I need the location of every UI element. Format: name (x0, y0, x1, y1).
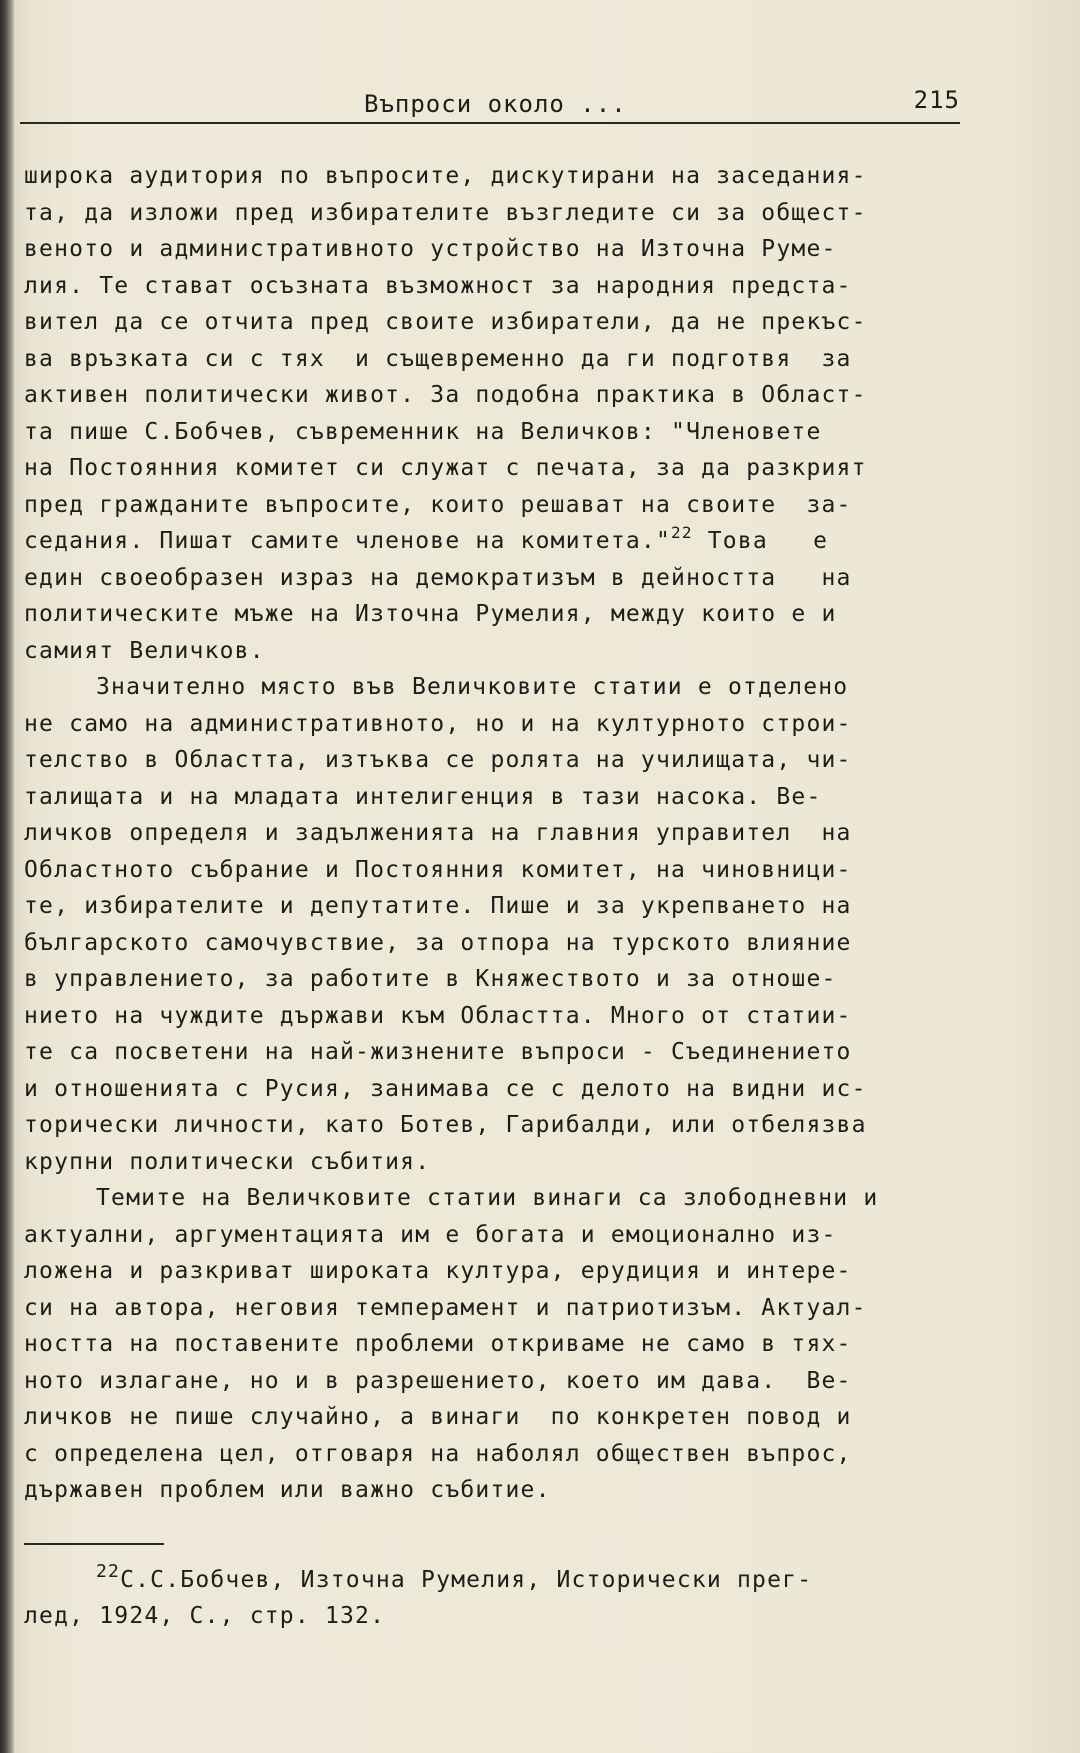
text-line: активен политически живот. За подобна практика в Област- (24, 382, 867, 408)
text-segment: седания. Пишат самите членове на комитета." (24, 528, 672, 554)
text-line: крупни политически събития. (24, 1148, 431, 1175)
text-line: с определена цел, отговаря на наболял обществен въпрос, (24, 1440, 852, 1467)
footnote (24, 1562, 984, 1634)
text-line: широка аудитория по въпросите, дискутирани на заседания- (24, 163, 867, 189)
text-line: талищата и на младата интелигенция в тази насока. Ве- (24, 783, 822, 810)
text-line: телство в Областта, изтъква се ролята на училищата, чи- (24, 747, 852, 773)
text-line: личков не пише случайно, а винаги по конкретен повод и (24, 1404, 852, 1430)
text-line: не само на административното, но и на културното строи- (24, 710, 852, 737)
text-line: те, избирателите и депутатите. Пише и за укрепването на (24, 893, 852, 919)
paragraph-first-line: Значително място във Величковите статии е отделено (96, 674, 849, 700)
text-line: актуални, аргументацията им е богата и емоционално из- (24, 1221, 837, 1248)
text-line: торически личности, като Ботев, Гарибалди, или отбелязва (24, 1112, 867, 1138)
text-line: българското самочувствие, за отпора на турското влияние (24, 929, 852, 956)
footnote-line (24, 1562, 984, 1598)
text-line: държавен проблем или важно събитие. (24, 1477, 551, 1503)
text-line-with-footnote-ref (24, 523, 984, 560)
text-line: лия. Те стават осъзната възможност за народния предста- (24, 272, 852, 299)
text-line: веното и административното устройство на Източна Руме- (24, 236, 837, 262)
text-line: ното излагане, но и в разрешението, което им дава. Ве- (24, 1367, 852, 1394)
text-segment: Това е (692, 528, 829, 554)
text-line: самият Величков. (24, 637, 265, 664)
text-line: си на автора, неговия темперамент и патриотизъм. Актуал- (24, 1294, 867, 1321)
text-line: ложена и разкриват широката култура, ерудиция и интере- (24, 1258, 852, 1284)
footnote-number: 22 (96, 1561, 121, 1582)
text-line: политическите мъже на Източна Румелия, между които е и (24, 601, 837, 627)
footnote-separator (24, 1543, 164, 1545)
text-line: та, да изложи пред избирателите възгледите си за общест- (24, 199, 867, 226)
text-line: та пише С.Бобчев, съвременник на Величков: "Членовете (24, 418, 822, 445)
page-number: 215 (913, 86, 960, 114)
scan-binding-edge (0, 0, 14, 1753)
footnote-reference: 22 (671, 523, 693, 542)
paragraph-first-line: Темите на Величковите статии винаги са злободневни и (96, 1185, 879, 1211)
text-line: нието на чуждите държави към Областта. Много от статии- (24, 1002, 852, 1029)
text-line: в управлението, за работите в Княжеството и за отноше- (24, 966, 837, 992)
text-line: на Постоянния комитет си служат с печата, за да разкрият (24, 455, 867, 481)
header-rule (20, 122, 960, 124)
text-line: ността на поставените проблеми откриваме не само в тях- (24, 1331, 852, 1357)
text-line: Областното събрание и Постоянния комитет, на чиновници- (24, 856, 852, 883)
footnote-text: С.С.Бобчев, Източна Румелия, Исторически прег- (120, 1567, 813, 1593)
text-line: ва връзката си с тях и същевременно да ги подготвя за (24, 345, 852, 372)
body-text (24, 158, 984, 1509)
text-line: и отношенията с Русия, занимава се с делото на видни ис- (24, 1075, 867, 1102)
running-head-title: Въпроси около ... (364, 90, 627, 118)
footnote-line: лед, 1924, С., стр. 132. (24, 1603, 386, 1629)
text-line: личков определя и задълженията на главния управител на (24, 820, 852, 846)
text-line: един своеобразен израз на демократизъм в дейността на (24, 564, 852, 591)
text-line: вител да се отчита пред своите избиратели, да не прекъс- (24, 309, 867, 335)
text-line: пред гражданите въпросите, които решават на своите за- (24, 491, 852, 518)
text-line: те са посветени на най-жизнените въпроси - Съединението (24, 1039, 852, 1065)
running-head (20, 86, 960, 124)
